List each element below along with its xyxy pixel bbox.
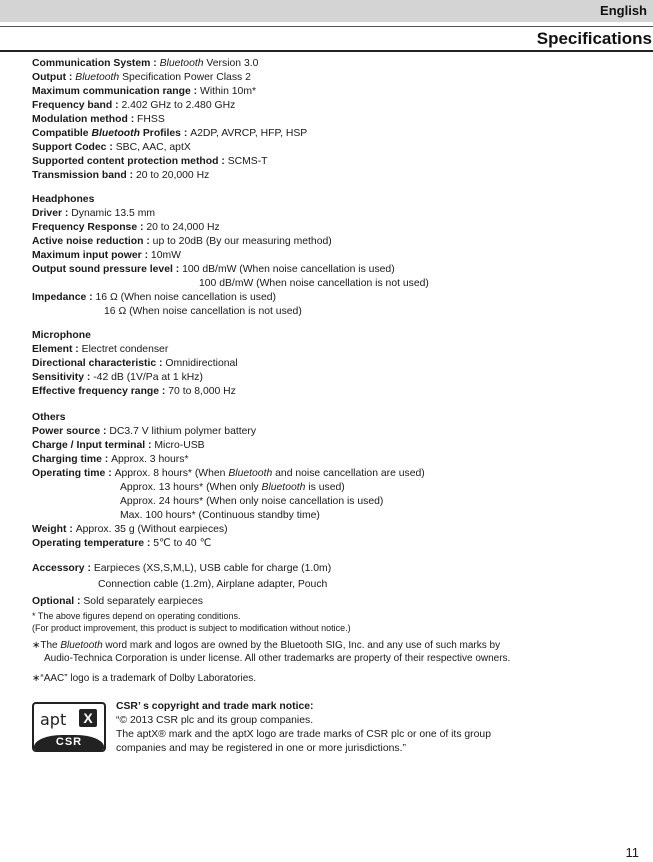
spec-profiles: Compatible Bluetooth Profiles : A2DP, AVRCP, HFP, HSP — [32, 128, 308, 139]
spec-communication-system: Communication System : Bluetooth Version 3.0 — [32, 58, 259, 69]
spec-spl: Output sound pressure level : 100 dB/mW (When noise cancellation is used) — [32, 264, 395, 275]
spec-frequency-response: Frequency Response : 20 to 24,000 Hz — [32, 222, 220, 233]
csr-logo-band: CSR — [34, 735, 104, 750]
spec-weight: Weight : Approx. 35 g (Without earpieces) — [32, 524, 228, 535]
spec-content-protection: Supported content protection method : SCMS-T — [32, 156, 268, 167]
aac-trademark-notice: ∗“AAC” logo is a trademark of Dolby Laboratories. — [32, 673, 257, 684]
spec-element: Element : Electret condenser — [32, 344, 169, 355]
spec-power-source: Power source : DC3.7 V lithium polymer battery — [32, 426, 257, 437]
spec-optional: Optional : Sold separately earpieces — [32, 596, 203, 607]
section-headphones: Headphones — [32, 194, 95, 205]
aptx-csr-logo: apt X CSR — [32, 702, 106, 752]
spec-operating-time: Operating time : Approx. 8 hours* (When Bluetooth and noise cancellation are used) — [32, 468, 425, 479]
spec-accessory-line2: Connection cable (1.2m), Airplane adapter, Pouch — [98, 579, 328, 590]
section-others: Others — [32, 412, 66, 423]
csr-notice-text — [116, 700, 491, 756]
aptx-x-mark: X — [79, 709, 97, 727]
spec-max-input-power: Maximum input power : 10mW — [32, 250, 181, 261]
header-divider — [0, 26, 653, 27]
section-microphone: Microphone — [32, 330, 91, 341]
spec-codec: Support Codec : SBC, AAC, aptX — [32, 142, 191, 153]
spec-impedance: Impedance : 16 Ω (When noise cancellation is used) — [32, 292, 276, 303]
footnote-conditions: * The above figures depend on operating conditions. — [32, 611, 241, 621]
spec-operating-temperature: Operating temperature : 5℃ to 40 ℃ — [32, 538, 212, 549]
spec-impedance-line2: 16 Ω (When noise cancellation is not used) — [104, 306, 302, 317]
spec-transmission-band: Transmission band : 20 to 20,000 Hz — [32, 170, 210, 181]
spec-noise-reduction: Active noise reduction : up to 20dB (By our measuring method) — [32, 236, 332, 247]
csr-notice — [32, 700, 642, 760]
spec-spl-line2: 100 dB/mW (When noise cancellation is not used) — [199, 278, 429, 289]
title-rule — [0, 50, 653, 52]
csr-line-2: The aptX® mark and the aptX logo are trade marks of CSR plc or one of its group — [116, 729, 491, 740]
spec-operating-time-line4: Max. 100 hours* (Continuous standby time) — [120, 510, 320, 521]
spec-charge-terminal: Charge / Input terminal : Micro-USB — [32, 440, 205, 451]
spec-max-range: Maximum communication range : Within 10m* — [32, 86, 257, 97]
spec-accessory: Accessory : Earpieces (XS,S,M,L), USB cable for charge (1.0m) — [32, 563, 332, 574]
spec-frequency-band: Frequency band : 2.402 GHz to 2.480 GHz — [32, 100, 236, 111]
language-bar — [0, 0, 653, 22]
spec-modulation: Modulation method : FHSS — [32, 114, 165, 125]
spec-operating-time-line3: Approx. 24 hours* (When only noise cancellation is used) — [120, 496, 384, 507]
spec-operating-time-line2: Approx. 13 hours* (When only Bluetooth is used) — [120, 482, 345, 493]
bluetooth-trademark-notice-line2: Audio-Technica Corporation is under license. All other trademarks are property of their respective owners. — [44, 653, 511, 664]
language-label: English — [600, 3, 647, 18]
spec-directional: Directional characteristic : Omnidirectional — [32, 358, 238, 369]
bluetooth-trademark-notice: ∗The Bluetooth word mark and logos are owned by the Bluetooth SIG, Inc. and any use of such marks by — [32, 640, 501, 651]
csr-heading: CSR’ s copyright and trade mark notice: — [116, 701, 314, 712]
page-title: Specifications — [536, 29, 652, 48]
spec-sensitivity: Sensitivity : -42 dB (1V/Pa at 1 kHz) — [32, 372, 203, 383]
footnote-modification: (For product improvement, this product is subject to modification without notice.) — [32, 623, 351, 633]
spec-content — [32, 57, 632, 685]
spec-effective-frequency: Effective frequency range : 70 to 8,000 Hz — [32, 386, 236, 397]
spec-charging-time: Charging time : Approx. 3 hours* — [32, 454, 189, 465]
csr-line-1: “© 2013 CSR plc and its group companies. — [116, 715, 314, 726]
spec-output: Output : Bluetooth Specification Power Class 2 — [32, 72, 251, 83]
csr-line-3: companies and may be registered in one or more jurisdictions.” — [116, 743, 406, 754]
spec-driver: Driver : Dynamic 13.5 mm — [32, 208, 156, 219]
page-number: 11 — [625, 845, 639, 860]
